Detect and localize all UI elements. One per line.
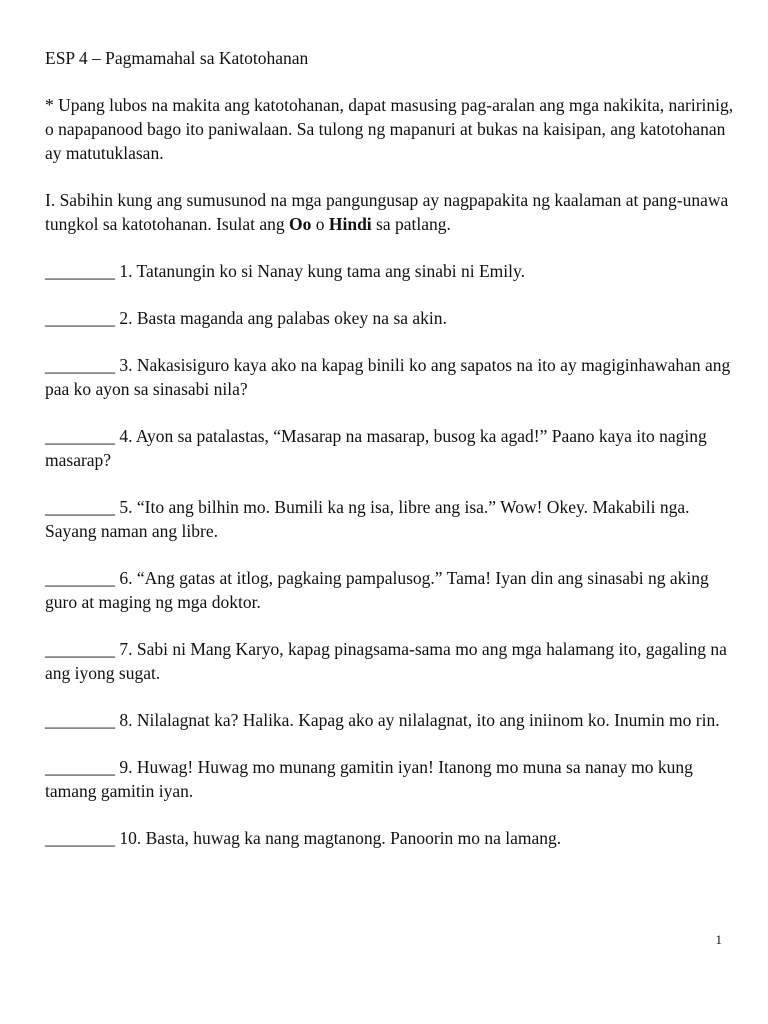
question-item-1: ________ 1. Tatanungin ko si Nanay kung tama ang sinabi ni Emily.: [45, 261, 525, 281]
document-page: [45, 46, 735, 873]
intro-paragraph: * Upang lubos na makita ang katotohanan, dapat masusing pag-aralan ang mga nakikita, naririnig, o napapanood bago ito paniwalaan. Sa tulong ng mapanuri at bukas na kaisipan, ang katotohanan ay matutuklasan.: [45, 95, 734, 163]
question-item-9: ________ 9. Huwag! Huwag mo munang gamitin iyan! Itanong mo muna sa nanay mo kung tamang gamitin iyan.: [45, 757, 693, 801]
document-title: ESP 4 – Pagmamahal sa Katotohanan: [45, 48, 309, 68]
instructions-text-before: I. Sabihin kung ang sumusunod na mga pangungusap ay nagpapakita ng kaalaman at pang-unawa tungkol sa katotohanan. Isulat ang: [45, 190, 729, 234]
question-item-8: ________ 8. Nilalagnat ka? Halika. Kapag ako ay nilalagnat, ito ang iniinom ko. Inumin mo rin.: [45, 710, 720, 730]
question-item-5: ________ 5. “Ito ang bilhin mo. Bumili ka ng isa, libre ang isa.” Wow! Okey. Makabili nga. Sayang naman ang libre.: [45, 497, 690, 541]
question-item-6: ________ 6. “Ang gatas at itlog, pagkaing pampalusog.” Tama! Iyan din ang sinasabi ng aking guro at maging ng mga doktor.: [45, 568, 709, 612]
instructions-paragraph: [45, 188, 735, 236]
instructions-text-after: sa patlang.: [371, 214, 451, 234]
question-item-7: ________ 7. Sabi ni Mang Karyo, kapag pinagsama-sama mo ang mga halamang ito, gagaling na ang iyong sugat.: [45, 639, 727, 683]
answer-option-oo: Oo: [288, 214, 312, 234]
answer-option-hindi: Hindi: [328, 214, 372, 234]
question-item-3: ________ 3. Nakasisiguro kaya ako na kapag binili ko ang sapatos na ito ay magiginhawahan ang paa ko ayon sa sinasabi nila?: [45, 355, 731, 399]
question-item-10: ________ 10. Basta, huwag ka nang magtanong. Panoorin mo na lamang.: [45, 828, 562, 848]
page-number: 1: [715, 932, 722, 947]
question-item-2: ________ 2. Basta maganda ang palabas okey na sa akin.: [45, 308, 447, 328]
instructions-text-mid: o: [311, 214, 329, 234]
question-item-4: ________ 4. Ayon sa patalastas, “Masarap na masarap, busog ka agad!” Paano kaya ito naging masarap?: [45, 426, 707, 470]
